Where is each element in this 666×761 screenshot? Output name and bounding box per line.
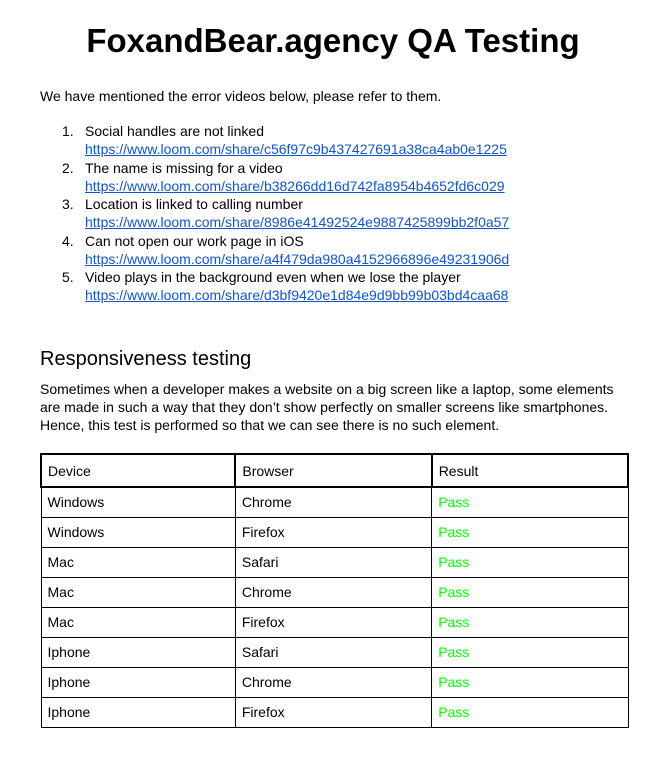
cell-result: Pass xyxy=(432,487,628,517)
issue-item xyxy=(40,195,509,232)
header-browser: Browser xyxy=(235,454,431,487)
document-title: FoxandBear.agency QA Testing xyxy=(86,22,580,59)
issue-item xyxy=(40,232,509,269)
cell-result: Pass xyxy=(432,517,628,547)
cell-browser: Chrome xyxy=(235,487,431,517)
cell-device: Windows xyxy=(41,487,235,517)
issue-description: Location is linked to calling number xyxy=(85,196,303,213)
issue-item xyxy=(40,268,509,305)
table-row xyxy=(41,487,628,517)
table-row xyxy=(41,667,628,697)
cell-result: Pass xyxy=(432,697,628,727)
cell-device: Mac xyxy=(41,607,235,637)
table-row xyxy=(41,517,628,547)
issue-video-link[interactable]: https://www.loom.com/share/c56f97c9b437427691a38ca4ab0e1225 xyxy=(85,141,507,157)
issue-number: 5. xyxy=(62,269,74,286)
cell-browser: Safari xyxy=(235,637,431,667)
cell-browser: Safari xyxy=(235,547,431,577)
table-row xyxy=(41,637,628,667)
issue-number: 1. xyxy=(62,123,74,139)
issue-video-link[interactable]: https://www.loom.com/share/a4f479da980a4152966896e49231906d xyxy=(85,250,510,267)
issue-video-link[interactable]: https://www.loom.com/share/8986e41492524e9887425899bb2f0a57 xyxy=(85,214,510,231)
cell-result: Pass xyxy=(432,607,628,637)
cell-browser: Firefox xyxy=(235,607,431,637)
issue-description: Video plays in the background even when we lose the player xyxy=(85,269,461,286)
issue-number: 2. xyxy=(62,159,74,176)
cell-browser: Chrome xyxy=(235,577,431,607)
table-row xyxy=(41,607,628,637)
cell-result: Pass xyxy=(432,577,628,607)
issue-number: 4. xyxy=(62,232,74,249)
cell-result: Pass xyxy=(432,667,628,697)
table-row xyxy=(41,547,628,577)
table-row xyxy=(41,697,628,727)
cell-result: Pass xyxy=(432,637,628,667)
cell-device: Mac xyxy=(41,547,235,577)
issue-description: Social handles are not linked xyxy=(85,123,265,139)
section-heading-responsiveness: Responsiveness testing xyxy=(40,348,252,370)
issue-video-link[interactable]: https://www.loom.com/share/d3bf9420e1d84e9d9bb99b03bd4caa68 xyxy=(85,287,509,304)
issue-description: Can not open our work page in iOS xyxy=(85,232,304,249)
issue-video-link[interactable]: https://www.loom.com/share/b38266dd16d742fa8954b4652fd6c029 xyxy=(85,177,505,194)
issue-item xyxy=(40,122,509,159)
cell-device: Iphone xyxy=(41,667,235,697)
cell-device: Windows xyxy=(41,517,235,547)
cell-device: Mac xyxy=(41,577,235,607)
issue-item xyxy=(40,159,509,196)
cell-device: Iphone xyxy=(41,637,235,667)
cell-browser: Firefox xyxy=(235,517,431,547)
cell-device: Iphone xyxy=(41,697,235,727)
issue-number: 3. xyxy=(62,196,74,213)
responsiveness-description: Sometimes when a developer makes a website on a big screen like a laptop, some elements are made in such a way that they don’t show perfectly on smaller screens like smartphones. Hence, this test is performed so that we can see there is no such element. xyxy=(40,381,614,433)
results-table xyxy=(40,453,629,728)
header-device: Device xyxy=(41,454,235,487)
table-header-row xyxy=(41,454,628,487)
issue-list xyxy=(40,122,509,305)
table-row xyxy=(41,577,628,607)
issue-description: The name is missing for a video xyxy=(85,159,283,176)
cell-browser: Chrome xyxy=(235,667,431,697)
cell-result: Pass xyxy=(432,547,628,577)
header-result: Result xyxy=(432,454,628,487)
cell-browser: Firefox xyxy=(235,697,431,727)
intro-text: We have mentioned the error videos below, please refer to them. xyxy=(40,88,442,104)
